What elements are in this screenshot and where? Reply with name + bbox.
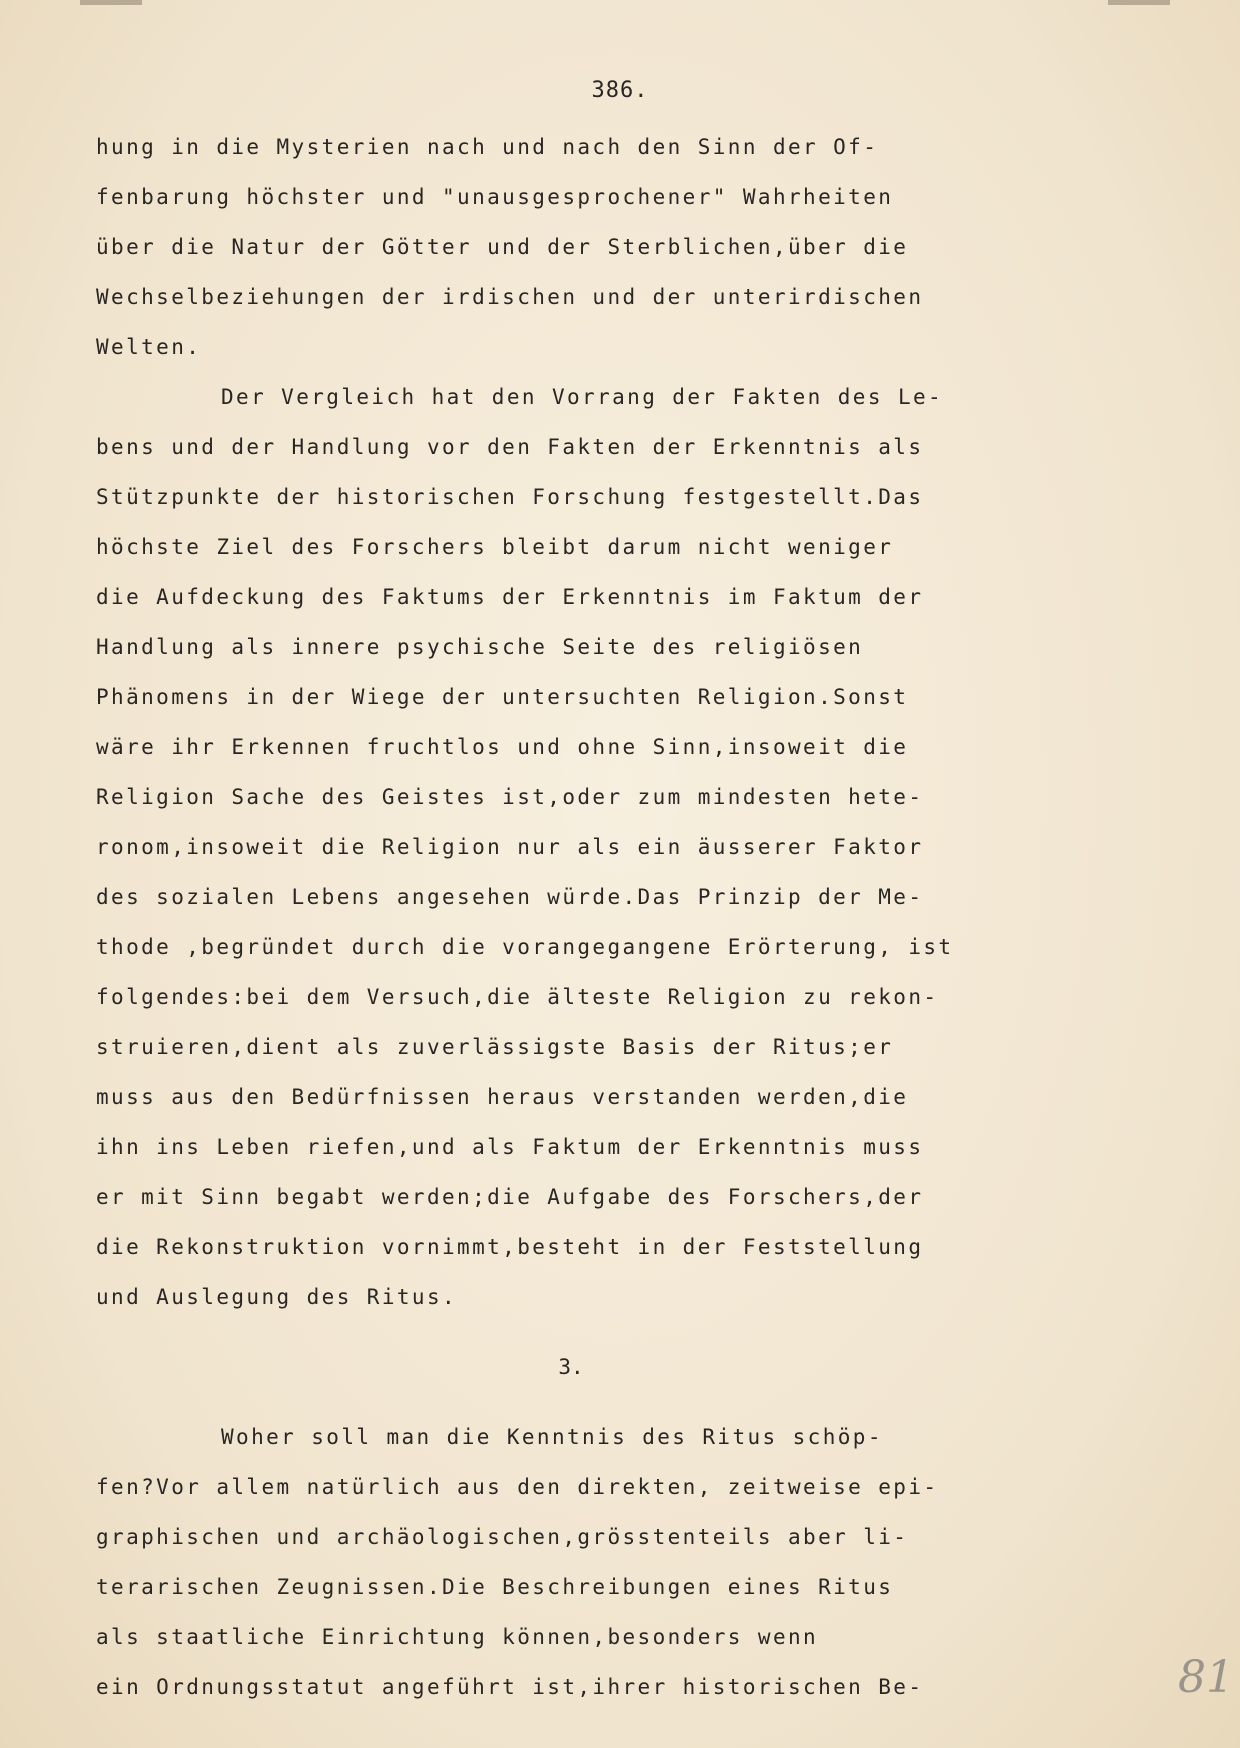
text-line: Welten. — [96, 335, 202, 359]
text-line: thode ,begründet durch die vorangegangene Erörterung, ist — [96, 935, 954, 959]
text-line: ronom,insoweit die Religion nur als ein äusserer Faktor — [96, 835, 924, 859]
text-line: Handlung als innere psychische Seite des religiösen — [96, 635, 864, 659]
text-line: muss aus den Bedürfnissen heraus verstanden werden,die — [96, 1085, 909, 1109]
text-line: Stützpunkte der historischen Forschung festgestellt.Das — [96, 485, 924, 509]
typed-text-body — [96, 122, 1106, 1712]
text-line: terarischen Zeugnissen.Die Beschreibungen eines Ritus — [96, 1575, 894, 1599]
text-line: des sozialen Lebens angesehen würde.Das Prinzip der Me- — [96, 885, 924, 909]
text-line: graphischen und archäologischen,grösstenteils aber li- — [96, 1525, 909, 1549]
text-line: die Rekonstruktion vornimmt,besteht in der Feststellung — [96, 1235, 924, 1259]
text-line: Phänomens in der Wiege der untersuchten Religion.Sonst — [96, 685, 909, 709]
text-line: die Aufdeckung des Faktums der Erkenntnis im Faktum der — [96, 585, 924, 609]
margin-folio-number: 81 — [1178, 1652, 1234, 1703]
page-number: 386. — [591, 78, 649, 103]
text-line: Woher soll man die Kenntnis des Ritus schöp- — [221, 1425, 883, 1449]
text-line: ein Ordnungsstatut angeführt ist,ihrer historischen Be- — [96, 1675, 924, 1699]
top-edge-mark — [80, 0, 142, 5]
text-line: struieren,dient als zuverlässigste Basis der Ritus;er — [96, 1035, 894, 1059]
text-line: Wechselbeziehungen der irdischen und der unterirdischen — [96, 285, 924, 309]
text-line: ihn ins Leben riefen,und als Faktum der Erkenntnis muss — [96, 1135, 924, 1159]
text-line: er mit Sinn begabt werden;die Aufgabe des Forschers,der — [96, 1185, 924, 1209]
text-line: hung in die Mysterien nach und nach den Sinn der Of- — [96, 135, 879, 159]
section-number: 3. — [558, 1355, 584, 1379]
text-line: höchste Ziel des Forschers bleibt darum nicht weniger — [96, 535, 894, 559]
top-edge-mark — [1108, 0, 1170, 5]
text-line: fenbarung höchster und "unausgesprochener" Wahrheiten — [96, 185, 894, 209]
text-line: über die Natur der Götter und der Sterblichen,über die — [96, 235, 909, 259]
text-line: wäre ihr Erkennen fruchtlos und ohne Sinn,insoweit die — [96, 735, 909, 759]
text-line: Der Vergleich hat den Vorrang der Fakten des Le- — [221, 385, 944, 409]
text-line: folgendes:bei dem Versuch,die älteste Religion zu rekon- — [96, 985, 939, 1009]
text-line: bens und der Handlung vor den Fakten der Erkenntnis als — [96, 435, 924, 459]
text-line: und Auslegung des Ritus. — [96, 1285, 458, 1309]
text-line: als staatliche Einrichtung können,besonders wenn — [96, 1625, 819, 1649]
text-line: fen?Vor allem natürlich aus den direkten, zeitweise epi- — [96, 1475, 939, 1499]
text-line: Religion Sache des Geistes ist,oder zum mindesten hete- — [96, 785, 924, 809]
